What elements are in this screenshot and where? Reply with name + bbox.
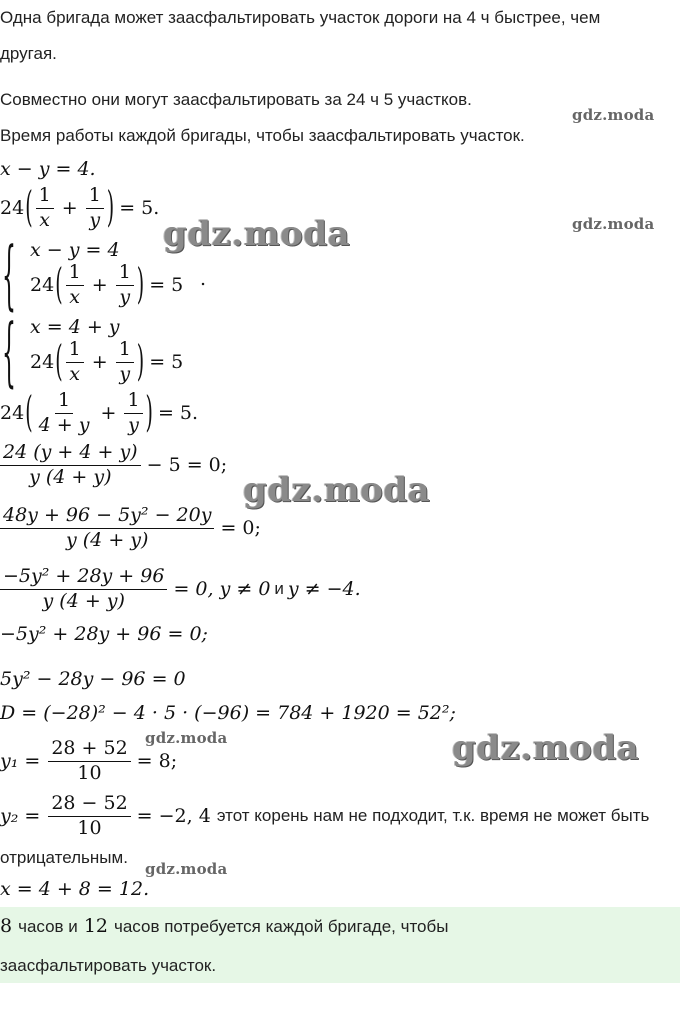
answer-number: 8 xyxy=(0,915,13,937)
answer-text: часов потребуется каждой бригаде, чтобы xyxy=(114,917,449,936)
rhs: = 0, y ≠ 0 xyxy=(173,578,271,601)
fraction: $\frac{1}{x}$ xyxy=(66,339,84,386)
system-1-line-1: x − y = 4 xyxy=(30,239,120,261)
watermark-large: gdz.moda xyxy=(452,728,640,768)
watermark-small: gdz.moda xyxy=(145,860,228,878)
root-note-line-2: отрицательным. xyxy=(0,848,128,867)
equation-3: 24 ( $\frac{1}{4 + y}$ + $\frac{1}{y}$ ) = 5. xyxy=(0,389,199,438)
equation-8: 5y² − 28y − 96 = 0 xyxy=(0,668,186,690)
fraction: $\frac{1}{y}$ xyxy=(116,339,134,386)
coefficient: 24 xyxy=(0,197,25,220)
fraction: $\frac{1}{4 + y}$ xyxy=(38,389,90,436)
equation-9: D = (−28)² − 4 · 5 · (−96) = 784 + 1920 = 52²; xyxy=(0,702,456,724)
rhs: = 5 xyxy=(149,274,184,297)
fraction: $\frac{1}{y}$ xyxy=(86,185,104,232)
conjunction: и xyxy=(274,579,284,599)
fraction: $\frac{\text{−5y² + 28y + 96}}{y (4 + y)}$ xyxy=(0,566,167,613)
rhs: = −2, 4 xyxy=(136,805,211,828)
watermark-large: gdz.moda xyxy=(163,214,351,254)
lhs: y₁ = xyxy=(0,750,41,773)
right-paren: ) xyxy=(136,338,145,387)
root-y2 xyxy=(0,793,649,840)
intro-line-2: другая. xyxy=(0,44,57,63)
fraction: $\frac{1}{x}$ xyxy=(36,185,54,232)
watermark-small: gdz.moda xyxy=(145,729,228,747)
system-1-line-2: 24 ( $\frac{1}{x}$ + $\frac{1}{y}$ ) = 5 xyxy=(30,261,184,310)
left-paren: ( xyxy=(55,338,63,387)
right-paren: ) xyxy=(145,389,153,438)
fraction: $\frac{1}{y}$ xyxy=(124,390,142,437)
equation-7: −5y² + 28y + 96 = 0; xyxy=(0,623,208,645)
answer-box xyxy=(0,907,680,983)
root-y1 xyxy=(0,738,177,785)
left-paren: ( xyxy=(55,261,63,310)
answer-text: часов и xyxy=(18,917,78,936)
intro-line-3: Совместно они могут заасфальтировать за 24 ч 5 участков. xyxy=(0,90,472,109)
answer-number: 12 xyxy=(83,915,108,937)
intro-line-4: Время работы каждой бригады, чтобы заасфальтировать участок. xyxy=(0,126,525,145)
right-paren: ) xyxy=(136,261,145,310)
rhs: = 5. xyxy=(157,402,199,425)
rhs: = 8; xyxy=(136,750,178,773)
fraction: $\frac{28 - 52}{10}$ xyxy=(48,793,130,840)
rhs: = 5. xyxy=(119,197,160,220)
fraction: $\frac{28 + 52}{10}$ xyxy=(48,738,130,785)
answer-line-2: заасфальтировать участок. xyxy=(0,956,217,975)
right-paren: ) xyxy=(106,184,115,233)
answer-line-1 xyxy=(0,915,448,937)
equation-x-final: x = 4 + 8 = 12. xyxy=(0,878,150,900)
lhs: y₂ = xyxy=(0,805,41,828)
left-paren: ( xyxy=(25,184,33,233)
coefficient: 24 xyxy=(0,402,25,425)
fraction: $\frac{1}{y}$ xyxy=(116,262,134,309)
system-brace: { xyxy=(2,236,16,321)
system-2-line-2: 24 ( $\frac{1}{x}$ + $\frac{1}{y}$ ) = 5 xyxy=(30,338,184,387)
fraction: $\frac{\text{48y + 96 − 5y² − 20y}}{y (4 + y)}$ xyxy=(0,505,214,552)
rhs: y ≠ −4. xyxy=(287,578,361,601)
rhs: = 5 xyxy=(149,351,184,374)
fraction: $\frac{1}{x}$ xyxy=(66,262,84,309)
equation-5 xyxy=(0,505,261,552)
coefficient: 24 xyxy=(30,274,55,297)
left-paren: ( xyxy=(25,389,33,438)
watermark-small: gdz.moda xyxy=(572,215,655,233)
equation-2: 24 ( $\frac{1}{x}$ + $\frac{1}{y}$ ) = 5. xyxy=(0,184,160,233)
rhs: − 5 = 0; xyxy=(146,454,228,477)
system-brace: { xyxy=(2,313,16,398)
coefficient: 24 xyxy=(30,351,55,374)
equation-4 xyxy=(0,442,227,489)
system-2-line-1: x = 4 + y xyxy=(30,316,120,338)
rhs: = 0; xyxy=(220,517,261,540)
equation-6 xyxy=(0,566,361,613)
watermark-small: gdz.moda xyxy=(572,106,655,124)
system-1-dot: . xyxy=(200,268,207,290)
root-note: этот корень нам не подходит, т.к. время не может быть xyxy=(216,806,650,826)
equation-1: x − y = 4. xyxy=(0,158,96,180)
fraction: $\frac{24 (y + 4 + y)}{y (4 + y)}$ xyxy=(0,442,141,489)
intro-line-1: Одна бригада может заасфальтировать участок дороги на 4 ч быстрее, чем xyxy=(0,8,601,27)
watermark-large: gdz.moda xyxy=(243,470,431,510)
